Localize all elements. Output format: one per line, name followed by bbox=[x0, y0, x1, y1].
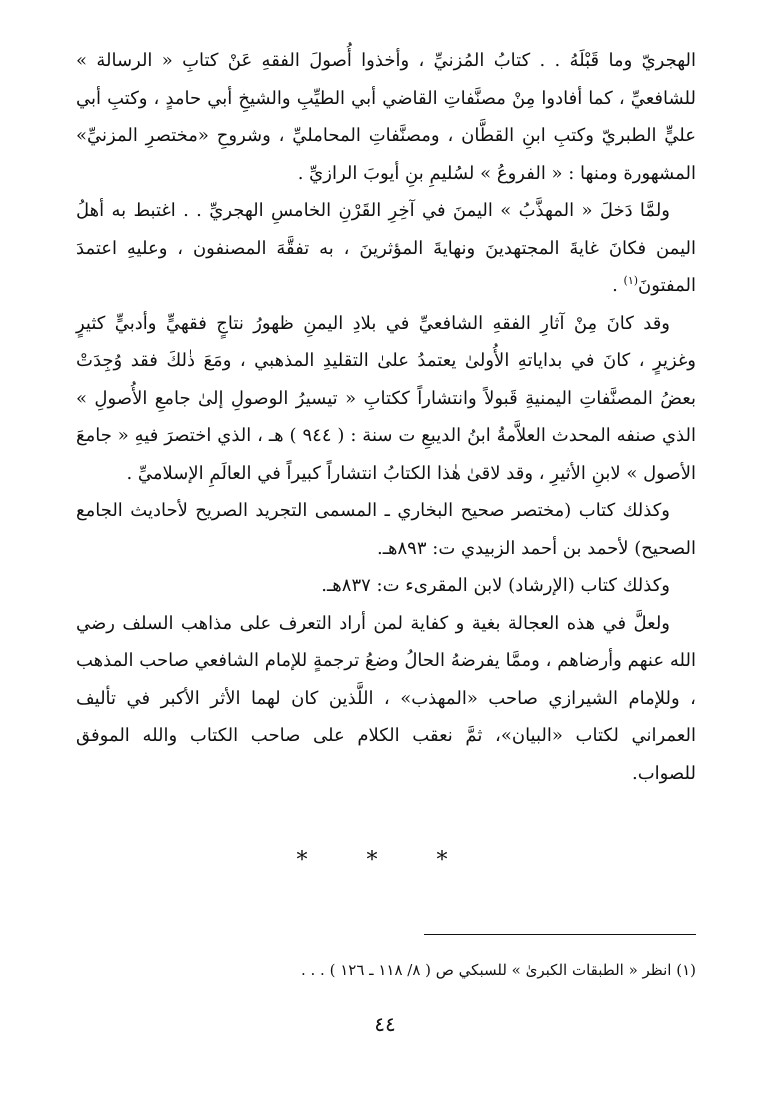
paragraph-2 bbox=[76, 192, 696, 305]
footnote-reference: (١) bbox=[623, 274, 639, 287]
paragraph-2-tail: . bbox=[612, 275, 624, 296]
paragraph-4: وكذلك كتاب (مختصر صحيح البخاري ـ المسمى التجريد الصريح لأحاديث الجامع الصحيح) لأحمد بن أحمد الزبيدي ت: ٨٩٣هـ. bbox=[76, 500, 696, 559]
section-separator: * * * bbox=[296, 848, 474, 873]
paragraph-6: ولعلَّ في هذه العجالة بغية و كفاية لمن أراد التعرف على مذاهب السلف رضي الله عنهم وأرضاهم ، وممَّا يفرضهُ الحالُ وضعُ ترجمةٍ للإمام الشافعي صاحب المذهب ، وللإمام الشيرازي صاحب «المهذب» ، اللَّذين كان لهما الأثر الأكبر في تأليف العمراني لكتاب «البيان»، ثمَّ نعقب الكلام على صاحب الكتاب والله الموفق للصواب. bbox=[76, 612, 696, 784]
footnote-divider bbox=[424, 934, 696, 935]
paragraph-2-text: ولمَّا دَخلَ « المهذَّبُ » اليمنَ في آخِرِ القَرْنِ الخامسِ الهجريِّ . . اغتبط به أهلُ اليمن فكانَ غايةَ المجتهدينَ ونهايةَ المؤثرينَ ، به تفقَّهَ المصنفون ، وعليهِ اعتمدَ المفتونَ bbox=[76, 200, 696, 296]
footnote: (١) انظر « الطبقات الكبرىٰ » للسبكي ص ( ٨/ ١١٨ ـ ١٢٦ ) . . . bbox=[300, 961, 696, 979]
page-number: ٤٤ bbox=[374, 1012, 396, 1036]
main-text bbox=[76, 42, 696, 792]
paragraph-5: وكذلك كتاب (الإرشاد) لابن المقرىء ت: ٨٣٧هـ. bbox=[321, 575, 670, 596]
paragraph-3: وقد كانَ مِنْ آثارِ الفقهِ الشافعيِّ في بلادِ اليمنِ ظهورُ نتاجٍ فقهيٍّ وأدبيٍّ كثيرٍ وغزيرٍ ، كانَ في بداياتهِ الأُولىٰ يعتمدُ علىٰ التقليدِ المذهبي ، ومَعَ ذٰلكَ فقد وُجِدَتْ بعضُ المصنَّفاتِ اليمنيةِ قَبولاً وانتشاراً ككتابِ « تيسيرُ الوصولِ إلىٰ جامعِ الأُصولِ » الذي صنفه المحدث العلاَّمةُ ابنُ الديبعِ ت سنة : ( ٩٤٤ ) هـ ، الذي اختصرَ فيهِ « جامعَ الأصول » لابنِ الأثيرِ ، وقد لاقىٰ هٰذا الكتابُ انتشاراً كبيراً في العالَمِ الإسلاميِّ . bbox=[76, 312, 696, 484]
paragraph-1: الهجريّ وما قَبْلَهُ . . كتابُ المُزنيِّ ، وأخذوا أُصولَ الفقهِ عَنْ كتابِ « الرسالة » للشافعيِّ ، كما أفادوا مِنْ مصنَّفاتِ القاضي أبي الطيِّبِ والشيخِ أبي حامدٍ ، وكتبِ أبي عليٍّ الطبريّ وكتبِ ابنِ القطَّان ، ومصنَّفاتِ المحامليِّ ، وشروحِ «مختصرِ المزنيِّ» المشهورة ومنها : « الفروعُ » لسُليمِ بنِ أيوبَ الرازيِّ . bbox=[76, 50, 696, 184]
